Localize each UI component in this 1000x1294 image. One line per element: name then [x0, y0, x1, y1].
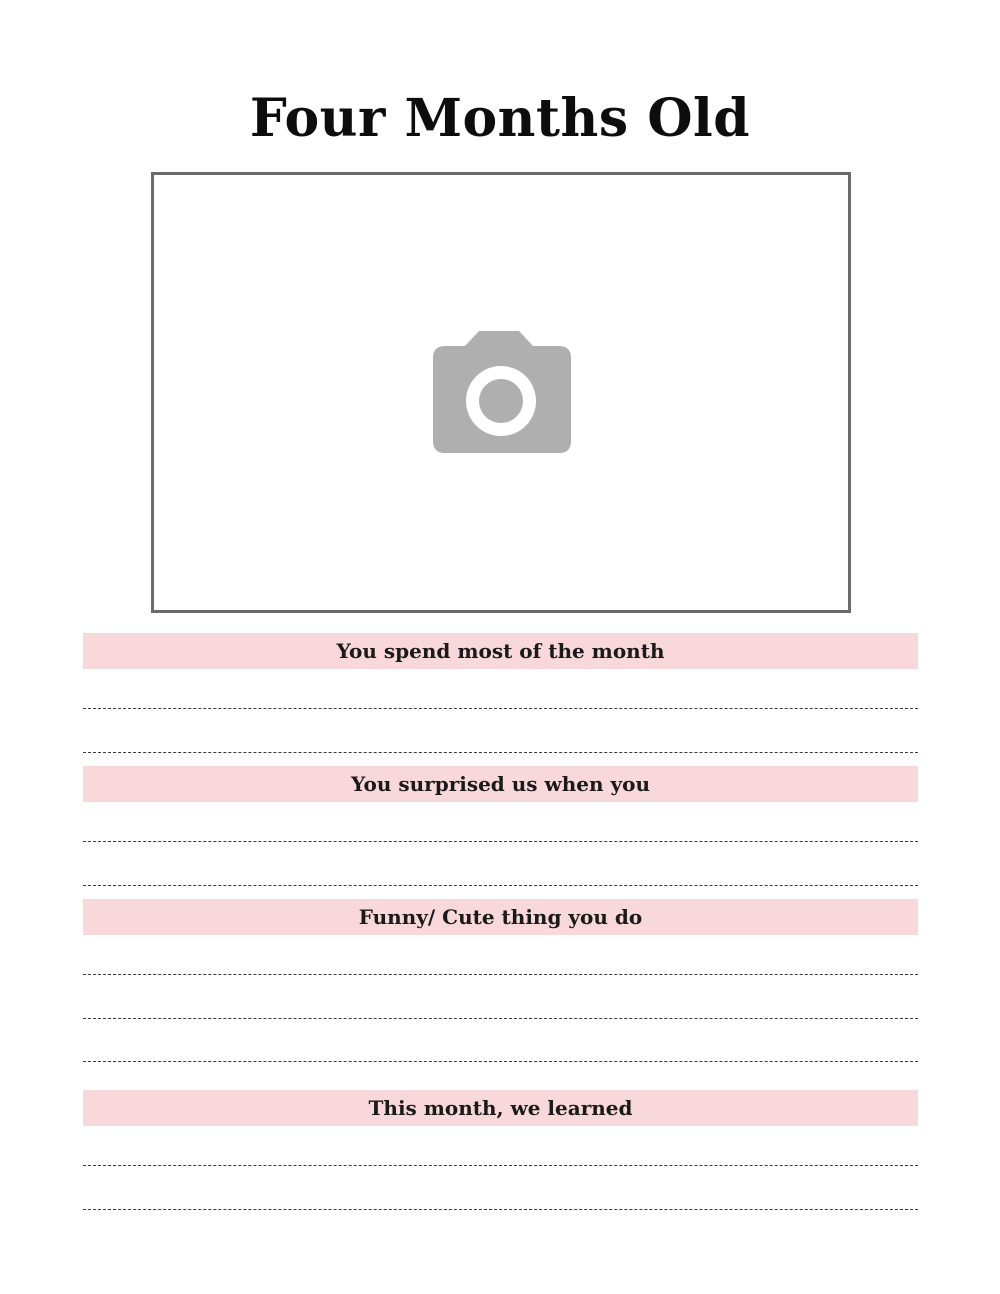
writing-line[interactable] [83, 974, 918, 975]
writing-line[interactable] [83, 841, 918, 842]
camera-icon [433, 331, 571, 457]
writing-line[interactable] [83, 1209, 918, 1210]
writing-line[interactable] [83, 1018, 918, 1019]
section-header-month: You spend most of the month [83, 633, 918, 669]
writing-line[interactable] [83, 752, 918, 753]
page-title: Four Months Old [249, 88, 751, 149]
writing-line[interactable] [83, 885, 918, 886]
section-header-funny: Funny/ Cute thing you do [83, 899, 918, 935]
writing-line[interactable] [83, 708, 918, 709]
photo-frame[interactable] [151, 172, 851, 613]
writing-line[interactable] [83, 1061, 918, 1062]
section-header-surprised: You surprised us when you [83, 766, 918, 802]
section-header-learned: This month, we learned [83, 1090, 918, 1126]
writing-line[interactable] [83, 1165, 918, 1166]
